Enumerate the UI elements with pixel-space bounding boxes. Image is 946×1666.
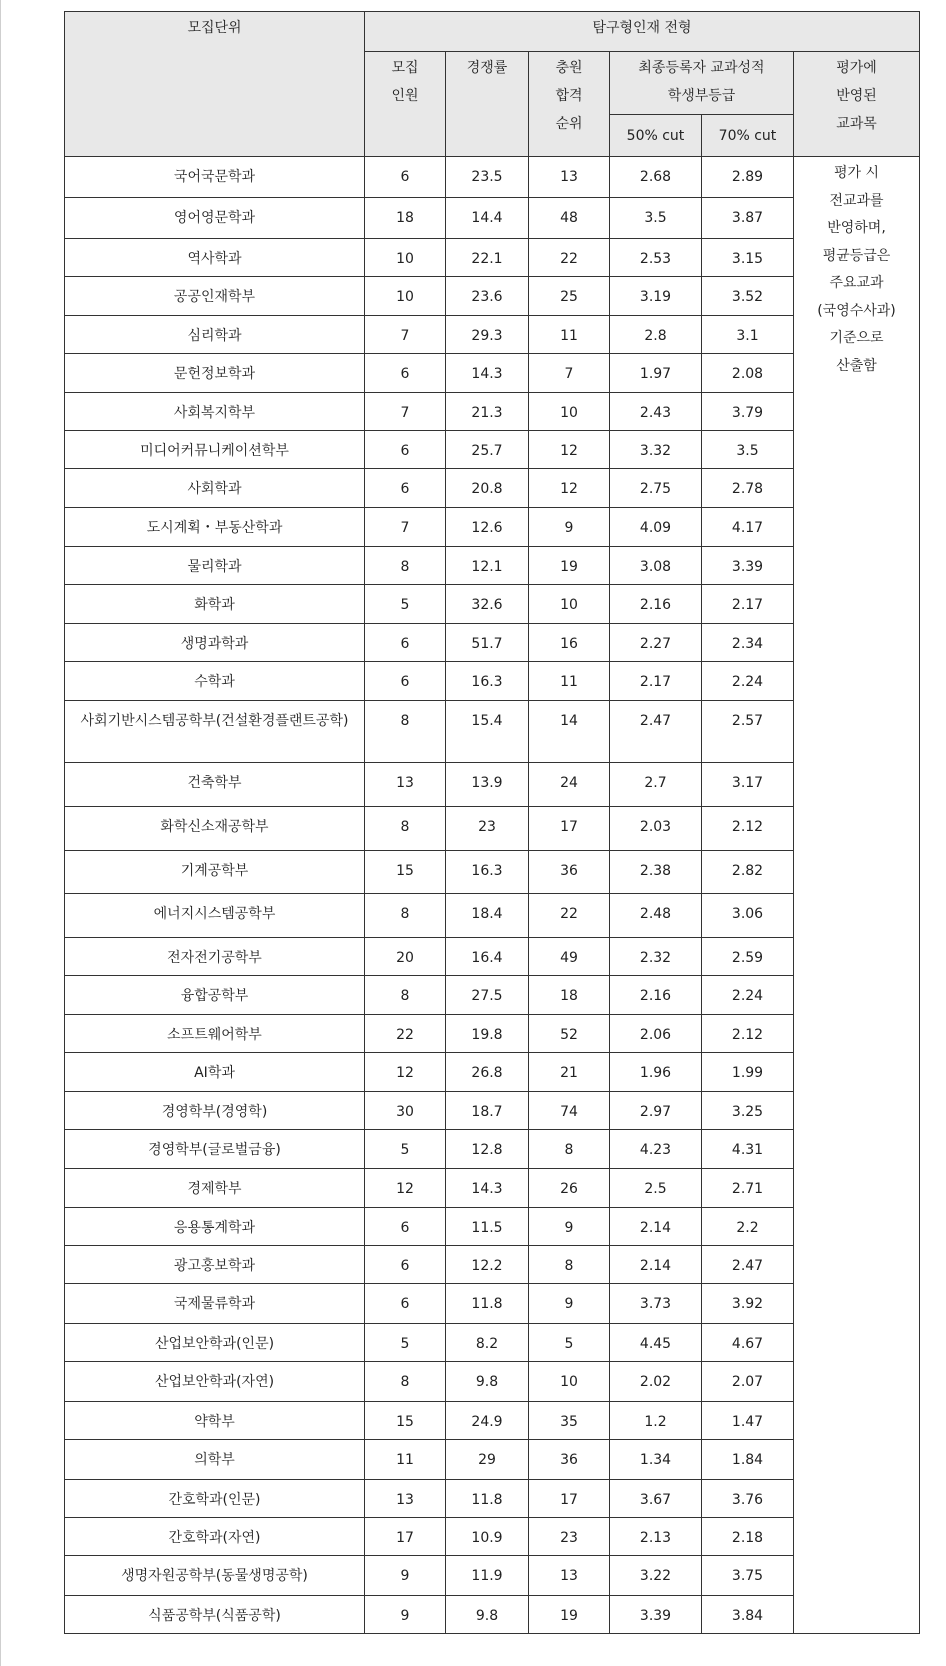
unit-name-cell: 도시계획・부동산학과 — [65, 508, 365, 547]
cut70-grade-cell: 2.24 — [702, 976, 794, 1015]
competition-rate-cell: 11.8 — [446, 1480, 529, 1518]
cut70-grade-cell: 3.79 — [702, 393, 794, 431]
waitlist-rank-cell: 10 — [529, 585, 610, 624]
unit-name-cell: 간호학과(자연) — [65, 1518, 365, 1556]
cut50-grade-cell: 4.45 — [610, 1324, 702, 1362]
cut50-grade-cell: 2.38 — [610, 851, 702, 894]
recruit-count-cell: 13 — [365, 1480, 446, 1518]
competition-rate-cell: 14.4 — [446, 198, 529, 239]
unit-name-cell: 기계공학부 — [65, 851, 365, 894]
recruit-count-cell: 22 — [365, 1015, 446, 1053]
cut70-grade-cell: 1.99 — [702, 1053, 794, 1092]
recruit-count-cell: 8 — [365, 894, 446, 938]
cut70-grade-cell: 3.17 — [702, 763, 794, 807]
recruit-count-cell: 6 — [365, 1246, 446, 1284]
header-subjects: 평가에 반영된 교과목 — [794, 52, 920, 157]
waitlist-rank-cell: 25 — [529, 277, 610, 316]
competition-rate-cell: 29 — [446, 1440, 529, 1480]
table-row — [65, 938, 920, 976]
competition-rate-cell: 18.4 — [446, 894, 529, 938]
cut50-grade-cell: 2.16 — [610, 976, 702, 1015]
unit-name-cell: 사회학과 — [65, 469, 365, 508]
cut50-grade-cell: 3.32 — [610, 431, 702, 469]
competition-rate-cell: 13.9 — [446, 763, 529, 807]
recruit-count-cell: 6 — [365, 624, 446, 662]
table-row — [65, 469, 920, 508]
unit-name-cell: 경영학부(글로벌금융) — [65, 1130, 365, 1169]
cut70-grade-cell: 3.06 — [702, 894, 794, 938]
waitlist-rank-cell: 12 — [529, 431, 610, 469]
unit-name-cell: 의학부 — [65, 1440, 365, 1480]
cut70-grade-cell: 2.78 — [702, 469, 794, 508]
recruit-count-cell: 5 — [365, 1324, 446, 1362]
cut50-grade-cell: 2.32 — [610, 938, 702, 976]
table-row — [65, 1092, 920, 1130]
cut70-grade-cell: 1.47 — [702, 1402, 794, 1440]
recruit-count-cell: 15 — [365, 1402, 446, 1440]
cut50-grade-cell: 2.02 — [610, 1362, 702, 1402]
cut50-grade-cell: 2.5 — [610, 1169, 702, 1208]
competition-rate-cell: 32.6 — [446, 585, 529, 624]
table-row — [65, 316, 920, 354]
waitlist-rank-cell: 10 — [529, 393, 610, 431]
cut70-grade-cell: 3.52 — [702, 277, 794, 316]
waitlist-rank-cell: 36 — [529, 851, 610, 894]
cut50-grade-cell: 2.13 — [610, 1518, 702, 1556]
waitlist-rank-cell: 13 — [529, 1556, 610, 1596]
unit-name-cell: 물리학과 — [65, 547, 365, 585]
cut50-grade-cell: 3.5 — [610, 198, 702, 239]
table-row — [65, 1480, 920, 1518]
cut70-grade-cell: 2.47 — [702, 1246, 794, 1284]
recruit-count-cell: 5 — [365, 1130, 446, 1169]
competition-rate-cell: 23 — [446, 807, 529, 851]
table-row — [65, 851, 920, 894]
recruit-count-cell: 6 — [365, 1284, 446, 1324]
competition-rate-cell: 29.3 — [446, 316, 529, 354]
waitlist-rank-cell: 17 — [529, 1480, 610, 1518]
cut70-grade-cell: 3.1 — [702, 316, 794, 354]
unit-name-cell: 경영학부(경영학) — [65, 1092, 365, 1130]
cut70-grade-cell: 4.31 — [702, 1130, 794, 1169]
competition-rate-cell: 12.1 — [446, 547, 529, 585]
table-row — [65, 157, 920, 198]
waitlist-rank-cell: 9 — [529, 1208, 610, 1246]
waitlist-rank-cell: 11 — [529, 316, 610, 354]
table-header — [65, 12, 920, 157]
cut70-grade-cell: 2.07 — [702, 1362, 794, 1402]
cut70-grade-cell: 2.17 — [702, 585, 794, 624]
cut70-grade-cell: 3.84 — [702, 1596, 794, 1634]
cut50-grade-cell: 1.96 — [610, 1053, 702, 1092]
waitlist-rank-cell: 49 — [529, 938, 610, 976]
header-grade-group: 최종등록자 교과성적 학생부등급 — [610, 52, 794, 115]
cut50-grade-cell: 2.75 — [610, 469, 702, 508]
waitlist-rank-cell: 74 — [529, 1092, 610, 1130]
recruit-count-cell: 5 — [365, 585, 446, 624]
recruit-count-cell: 8 — [365, 807, 446, 851]
recruit-count-cell: 18 — [365, 198, 446, 239]
competition-rate-cell: 12.2 — [446, 1246, 529, 1284]
cut50-grade-cell: 2.03 — [610, 807, 702, 851]
unit-name-cell: 에너지시스템공학부 — [65, 894, 365, 938]
competition-rate-cell: 10.9 — [446, 1518, 529, 1556]
unit-name-cell: 산업보안학과(인문) — [65, 1324, 365, 1362]
recruit-count-cell: 15 — [365, 851, 446, 894]
table-row — [65, 1130, 920, 1169]
waitlist-rank-cell: 8 — [529, 1130, 610, 1169]
competition-rate-cell: 16.3 — [446, 851, 529, 894]
cut50-grade-cell: 2.27 — [610, 624, 702, 662]
competition-rate-cell: 21.3 — [446, 393, 529, 431]
recruit-count-cell: 9 — [365, 1596, 446, 1634]
recruit-count-cell: 10 — [365, 239, 446, 277]
cut50-grade-cell: 3.67 — [610, 1480, 702, 1518]
cut70-grade-cell: 2.12 — [702, 1015, 794, 1053]
competition-rate-cell: 24.9 — [446, 1402, 529, 1440]
unit-name-cell: 국어국문학과 — [65, 157, 365, 198]
waitlist-rank-cell: 24 — [529, 763, 610, 807]
waitlist-rank-cell: 19 — [529, 547, 610, 585]
waitlist-rank-cell: 18 — [529, 976, 610, 1015]
cut70-grade-cell: 3.75 — [702, 1556, 794, 1596]
table-row — [65, 1402, 920, 1440]
competition-rate-cell: 27.5 — [446, 976, 529, 1015]
waitlist-rank-cell: 22 — [529, 239, 610, 277]
table-row — [65, 763, 920, 807]
header-unit: 모집단위 — [65, 12, 365, 157]
cut50-grade-cell: 1.97 — [610, 354, 702, 393]
unit-name-cell: 사회기반시스템공학부(건설환경플랜트공학) — [65, 701, 365, 763]
table-row — [65, 1362, 920, 1402]
table-row — [65, 976, 920, 1015]
unit-name-cell: 산업보안학과(자연) — [65, 1362, 365, 1402]
competition-rate-cell: 11.8 — [446, 1284, 529, 1324]
header-waitlist: 충원 합격 순위 — [529, 52, 610, 157]
cut50-grade-cell: 2.17 — [610, 662, 702, 701]
unit-name-cell: 건축학부 — [65, 763, 365, 807]
recruit-count-cell: 10 — [365, 277, 446, 316]
waitlist-rank-cell: 9 — [529, 508, 610, 547]
table-row — [65, 624, 920, 662]
competition-rate-cell: 9.8 — [446, 1362, 529, 1402]
recruit-count-cell: 12 — [365, 1169, 446, 1208]
cut70-grade-cell: 3.87 — [702, 198, 794, 239]
subjects-note-cell: 평가 시 전교과를 반영하며, 평균등급은 주요교과 (국영수사과) 기준으로 산출함 — [794, 157, 920, 1634]
table-row — [65, 393, 920, 431]
recruit-count-cell: 11 — [365, 1440, 446, 1480]
recruit-count-cell: 6 — [365, 469, 446, 508]
table-row — [65, 1596, 920, 1634]
waitlist-rank-cell: 52 — [529, 1015, 610, 1053]
recruit-count-cell: 8 — [365, 1362, 446, 1402]
unit-name-cell: 심리학과 — [65, 316, 365, 354]
competition-rate-cell: 16.3 — [446, 662, 529, 701]
cut70-grade-cell: 3.25 — [702, 1092, 794, 1130]
cut70-grade-cell: 2.24 — [702, 662, 794, 701]
cut70-grade-cell: 4.67 — [702, 1324, 794, 1362]
cut50-grade-cell: 3.39 — [610, 1596, 702, 1634]
table-row — [65, 354, 920, 393]
cut50-grade-cell: 2.97 — [610, 1092, 702, 1130]
competition-rate-cell: 14.3 — [446, 354, 529, 393]
header-cut70: 70% cut — [702, 115, 794, 157]
table-row — [65, 1440, 920, 1480]
unit-name-cell: 사회복지학부 — [65, 393, 365, 431]
competition-rate-cell: 11.9 — [446, 1556, 529, 1596]
table-body — [65, 157, 920, 1634]
cut70-grade-cell: 2.59 — [702, 938, 794, 976]
cut50-grade-cell: 3.22 — [610, 1556, 702, 1596]
recruit-count-cell: 8 — [365, 547, 446, 585]
table-row — [65, 431, 920, 469]
competition-rate-cell: 51.7 — [446, 624, 529, 662]
recruit-count-cell: 30 — [365, 1092, 446, 1130]
unit-name-cell: 광고홍보학과 — [65, 1246, 365, 1284]
recruit-count-cell: 7 — [365, 393, 446, 431]
unit-name-cell: 약학부 — [65, 1402, 365, 1440]
cut70-grade-cell: 1.84 — [702, 1440, 794, 1480]
competition-rate-cell: 23.5 — [446, 157, 529, 198]
table-row — [65, 1556, 920, 1596]
waitlist-rank-cell: 7 — [529, 354, 610, 393]
waitlist-rank-cell: 36 — [529, 1440, 610, 1480]
cut50-grade-cell: 1.2 — [610, 1402, 702, 1440]
cut50-grade-cell: 2.7 — [610, 763, 702, 807]
table-row — [65, 807, 920, 851]
cut50-grade-cell: 2.43 — [610, 393, 702, 431]
cut50-grade-cell: 3.73 — [610, 1284, 702, 1324]
cut50-grade-cell: 2.68 — [610, 157, 702, 198]
cut70-grade-cell: 3.92 — [702, 1284, 794, 1324]
cut70-grade-cell: 3.39 — [702, 547, 794, 585]
cut70-grade-cell: 4.17 — [702, 508, 794, 547]
cut50-grade-cell: 4.23 — [610, 1130, 702, 1169]
waitlist-rank-cell: 21 — [529, 1053, 610, 1092]
cut50-grade-cell: 1.34 — [610, 1440, 702, 1480]
waitlist-rank-cell: 48 — [529, 198, 610, 239]
waitlist-rank-cell: 16 — [529, 624, 610, 662]
unit-name-cell: 역사학과 — [65, 239, 365, 277]
competition-rate-cell: 23.6 — [446, 277, 529, 316]
recruit-count-cell: 6 — [365, 431, 446, 469]
recruit-count-cell: 17 — [365, 1518, 446, 1556]
cut50-grade-cell: 2.8 — [610, 316, 702, 354]
unit-name-cell: 미디어커뮤니케이션학부 — [65, 431, 365, 469]
unit-name-cell: AI학과 — [65, 1053, 365, 1092]
recruit-count-cell: 6 — [365, 1208, 446, 1246]
cut50-grade-cell: 2.48 — [610, 894, 702, 938]
header-cut50: 50% cut — [610, 115, 702, 157]
table-row — [65, 277, 920, 316]
unit-name-cell: 수학과 — [65, 662, 365, 701]
competition-rate-cell: 9.8 — [446, 1596, 529, 1634]
competition-rate-cell: 20.8 — [446, 469, 529, 508]
competition-rate-cell: 12.8 — [446, 1130, 529, 1169]
unit-name-cell: 식품공학부(식품공학) — [65, 1596, 365, 1634]
cut50-grade-cell: 2.14 — [610, 1208, 702, 1246]
table-row — [65, 547, 920, 585]
cut70-grade-cell: 2.34 — [702, 624, 794, 662]
table-row — [65, 1053, 920, 1092]
waitlist-rank-cell: 12 — [529, 469, 610, 508]
waitlist-rank-cell: 22 — [529, 894, 610, 938]
cut70-grade-cell: 3.76 — [702, 1480, 794, 1518]
waitlist-rank-cell: 9 — [529, 1284, 610, 1324]
unit-name-cell: 생명자원공학부(동물생명공학) — [65, 1556, 365, 1596]
page-left-border — [0, 0, 1, 1666]
recruit-count-cell: 9 — [365, 1556, 446, 1596]
unit-name-cell: 문헌정보학과 — [65, 354, 365, 393]
unit-name-cell: 소프트웨어학부 — [65, 1015, 365, 1053]
cut70-grade-cell: 2.18 — [702, 1518, 794, 1556]
table-row — [65, 585, 920, 624]
cut70-grade-cell: 2.12 — [702, 807, 794, 851]
cut50-grade-cell: 4.09 — [610, 508, 702, 547]
cut50-grade-cell: 3.19 — [610, 277, 702, 316]
unit-name-cell: 국제물류학과 — [65, 1284, 365, 1324]
recruit-count-cell: 8 — [365, 976, 446, 1015]
table-row — [65, 1246, 920, 1284]
waitlist-rank-cell: 14 — [529, 701, 610, 763]
recruit-count-cell: 12 — [365, 1053, 446, 1092]
competition-rate-cell: 18.7 — [446, 1092, 529, 1130]
competition-rate-cell: 26.8 — [446, 1053, 529, 1092]
table-row — [65, 701, 920, 763]
unit-name-cell: 경제학부 — [65, 1169, 365, 1208]
cut50-grade-cell: 2.16 — [610, 585, 702, 624]
recruit-count-cell: 6 — [365, 157, 446, 198]
table-row — [65, 1518, 920, 1556]
table-row — [65, 1208, 920, 1246]
recruit-count-cell: 6 — [365, 354, 446, 393]
recruit-count-cell: 20 — [365, 938, 446, 976]
competition-rate-cell: 16.4 — [446, 938, 529, 976]
unit-name-cell: 화학신소재공학부 — [65, 807, 365, 851]
waitlist-rank-cell: 13 — [529, 157, 610, 198]
cut50-grade-cell: 3.08 — [610, 547, 702, 585]
waitlist-rank-cell: 8 — [529, 1246, 610, 1284]
table-row — [65, 1284, 920, 1324]
cut70-grade-cell: 2.08 — [702, 354, 794, 393]
waitlist-rank-cell: 17 — [529, 807, 610, 851]
table-row — [65, 1169, 920, 1208]
recruit-count-cell: 13 — [365, 763, 446, 807]
header-group: 탐구형인재 전형 — [365, 12, 920, 52]
cut50-grade-cell: 2.06 — [610, 1015, 702, 1053]
unit-name-cell: 화학과 — [65, 585, 365, 624]
unit-name-cell: 응용통계학과 — [65, 1208, 365, 1246]
table-row — [65, 662, 920, 701]
unit-name-cell: 영어영문학과 — [65, 198, 365, 239]
table-row — [65, 508, 920, 547]
cut50-grade-cell: 2.47 — [610, 701, 702, 763]
competition-rate-cell: 11.5 — [446, 1208, 529, 1246]
unit-name-cell: 공공인재학부 — [65, 277, 365, 316]
waitlist-rank-cell: 35 — [529, 1402, 610, 1440]
recruit-count-cell: 7 — [365, 316, 446, 354]
cut70-grade-cell: 2.57 — [702, 701, 794, 763]
competition-rate-cell: 14.3 — [446, 1169, 529, 1208]
unit-name-cell: 전자전기공학부 — [65, 938, 365, 976]
competition-rate-cell: 22.1 — [446, 239, 529, 277]
table-row — [65, 894, 920, 938]
table-row — [65, 1015, 920, 1053]
table-row — [65, 239, 920, 277]
cut70-grade-cell: 3.5 — [702, 431, 794, 469]
table-row — [65, 198, 920, 239]
cut70-grade-cell: 2.2 — [702, 1208, 794, 1246]
waitlist-rank-cell: 10 — [529, 1362, 610, 1402]
recruit-count-cell: 7 — [365, 508, 446, 547]
recruit-count-cell: 8 — [365, 701, 446, 763]
waitlist-rank-cell: 23 — [529, 1518, 610, 1556]
cut70-grade-cell: 3.15 — [702, 239, 794, 277]
competition-rate-cell: 12.6 — [446, 508, 529, 547]
recruit-count-cell: 6 — [365, 662, 446, 701]
header-competition: 경쟁률 — [446, 52, 529, 157]
waitlist-rank-cell: 11 — [529, 662, 610, 701]
waitlist-rank-cell: 19 — [529, 1596, 610, 1634]
cut50-grade-cell: 2.53 — [610, 239, 702, 277]
admission-results-table — [64, 11, 920, 1634]
competition-rate-cell: 25.7 — [446, 431, 529, 469]
competition-rate-cell: 8.2 — [446, 1324, 529, 1362]
header-recruit: 모집 인원 — [365, 52, 446, 157]
cut70-grade-cell: 2.82 — [702, 851, 794, 894]
cut70-grade-cell: 2.71 — [702, 1169, 794, 1208]
cut50-grade-cell: 2.14 — [610, 1246, 702, 1284]
cut70-grade-cell: 2.89 — [702, 157, 794, 198]
competition-rate-cell: 19.8 — [446, 1015, 529, 1053]
competition-rate-cell: 15.4 — [446, 701, 529, 763]
waitlist-rank-cell: 26 — [529, 1169, 610, 1208]
table-row — [65, 1324, 920, 1362]
waitlist-rank-cell: 5 — [529, 1324, 610, 1362]
unit-name-cell: 생명과학과 — [65, 624, 365, 662]
unit-name-cell: 융합공학부 — [65, 976, 365, 1015]
unit-name-cell: 간호학과(인문) — [65, 1480, 365, 1518]
